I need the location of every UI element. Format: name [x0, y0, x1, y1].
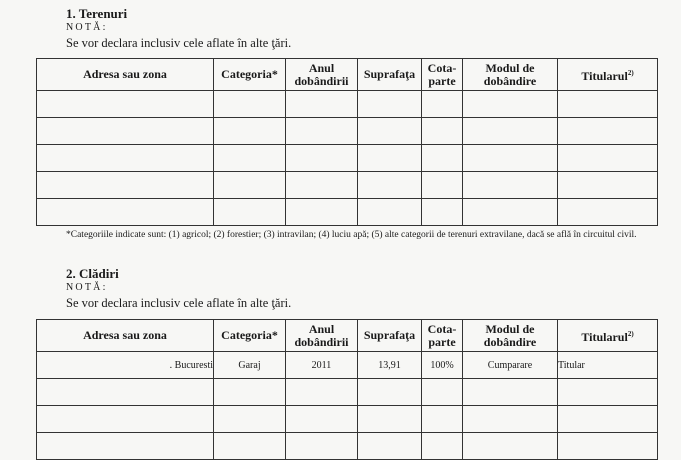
header-cota: Cota- parte	[422, 320, 463, 352]
header-anul: Anul dobândirii	[286, 320, 358, 352]
header-cota: Cota- parte	[422, 59, 463, 91]
cell-adresa[interactable]: . Bucuresti	[37, 352, 214, 379]
cell-categoria[interactable]: Garaj	[214, 352, 286, 379]
table-row	[37, 406, 658, 433]
table-row	[37, 433, 658, 460]
header-adresa: Adresa sau zona	[37, 320, 214, 352]
table-row	[37, 118, 658, 145]
footnote-categorii: *Categoriile indicate sunt: (1) agricol; (2) forestier; (3) intravilan; (4) luciu apă; (5) alte categorii de terenuri extravilane, dacă se află în circuitul civil.	[66, 230, 637, 240]
table-row	[37, 379, 658, 406]
header-titularul: Titularul$^{2)}$	[558, 59, 658, 91]
cell-suprafata[interactable]: 13,91	[358, 352, 422, 379]
header-titularul: Titularul$^{2)}$	[558, 320, 658, 352]
cell-modul[interactable]: Cumparare	[463, 352, 558, 379]
header-anul: Anul dobândirii	[286, 59, 358, 91]
table-row	[37, 145, 658, 172]
section-title-cladiri: 2. Clădiri	[66, 266, 119, 281]
header-modul: Modul de dobândire	[463, 320, 558, 352]
header-categoria: Categoria*	[214, 59, 286, 91]
header-suprafata: Suprafaţa	[358, 59, 422, 91]
table-row	[37, 199, 658, 226]
table-row	[37, 352, 658, 379]
table-header-row	[37, 59, 658, 91]
nota-text: Se vor declara inclusiv cele aflate în alte ţări.	[66, 36, 292, 50]
table-row	[37, 172, 658, 199]
header-modul: Modul de dobândire	[463, 59, 558, 91]
header-suprafata: Suprafaţa	[358, 320, 422, 352]
nota-label: NOTĂ:	[66, 282, 108, 293]
header-adresa: Adresa sau zona	[37, 59, 214, 91]
table-header-row	[37, 320, 658, 352]
nota-label: NOTĂ:	[66, 22, 108, 33]
section-title-terenuri: 1. Terenuri	[66, 6, 128, 21]
cell-anul[interactable]: 2011	[286, 352, 358, 379]
header-categoria: Categoria*	[214, 320, 286, 352]
cladiri-table	[36, 319, 658, 460]
terenuri-table	[36, 58, 658, 226]
cell-titularul[interactable]: Titular	[558, 352, 658, 379]
nota-text: Se vor declara inclusiv cele aflate în alte ţări.	[66, 296, 292, 310]
table-row	[37, 91, 658, 118]
cell-cota[interactable]: 100%	[422, 352, 463, 379]
